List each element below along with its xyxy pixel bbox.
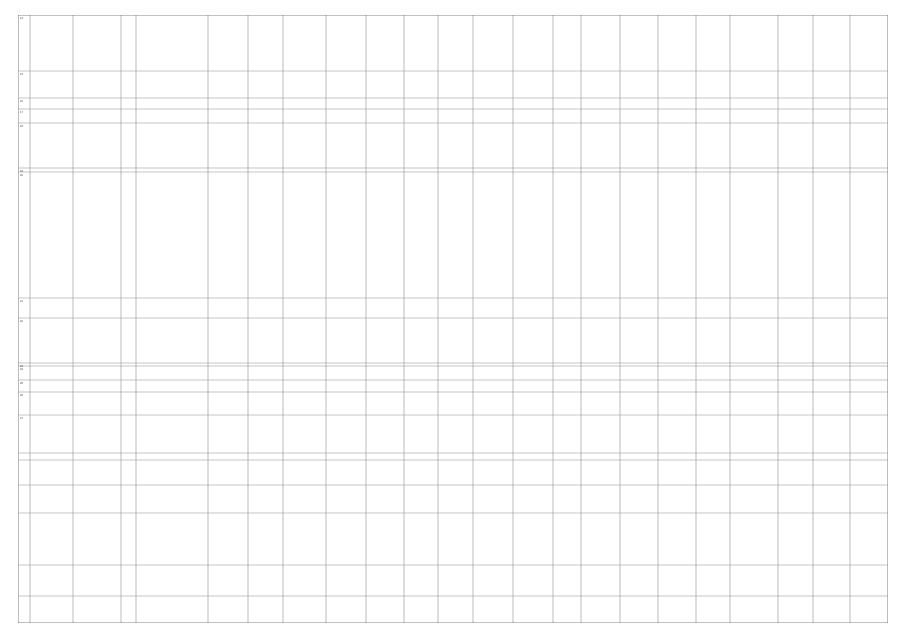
row-number: 20: [20, 174, 23, 177]
row-number: 22: [20, 320, 23, 323]
row-number: 24: [20, 368, 23, 371]
row-number: 19: [20, 170, 23, 173]
spreadsheet-table: [18, 15, 888, 623]
row-number: 18: [20, 125, 23, 128]
row-number: 14: [20, 17, 23, 20]
row-number: 25: [20, 382, 23, 385]
row-number: 23: [20, 365, 23, 368]
row-number: 21: [20, 300, 23, 303]
row-number: 27: [20, 417, 23, 420]
row-number: 26: [20, 394, 23, 397]
row-number: 15: [20, 73, 23, 76]
row-number: 17: [20, 111, 23, 114]
row-number: 16: [20, 100, 23, 103]
